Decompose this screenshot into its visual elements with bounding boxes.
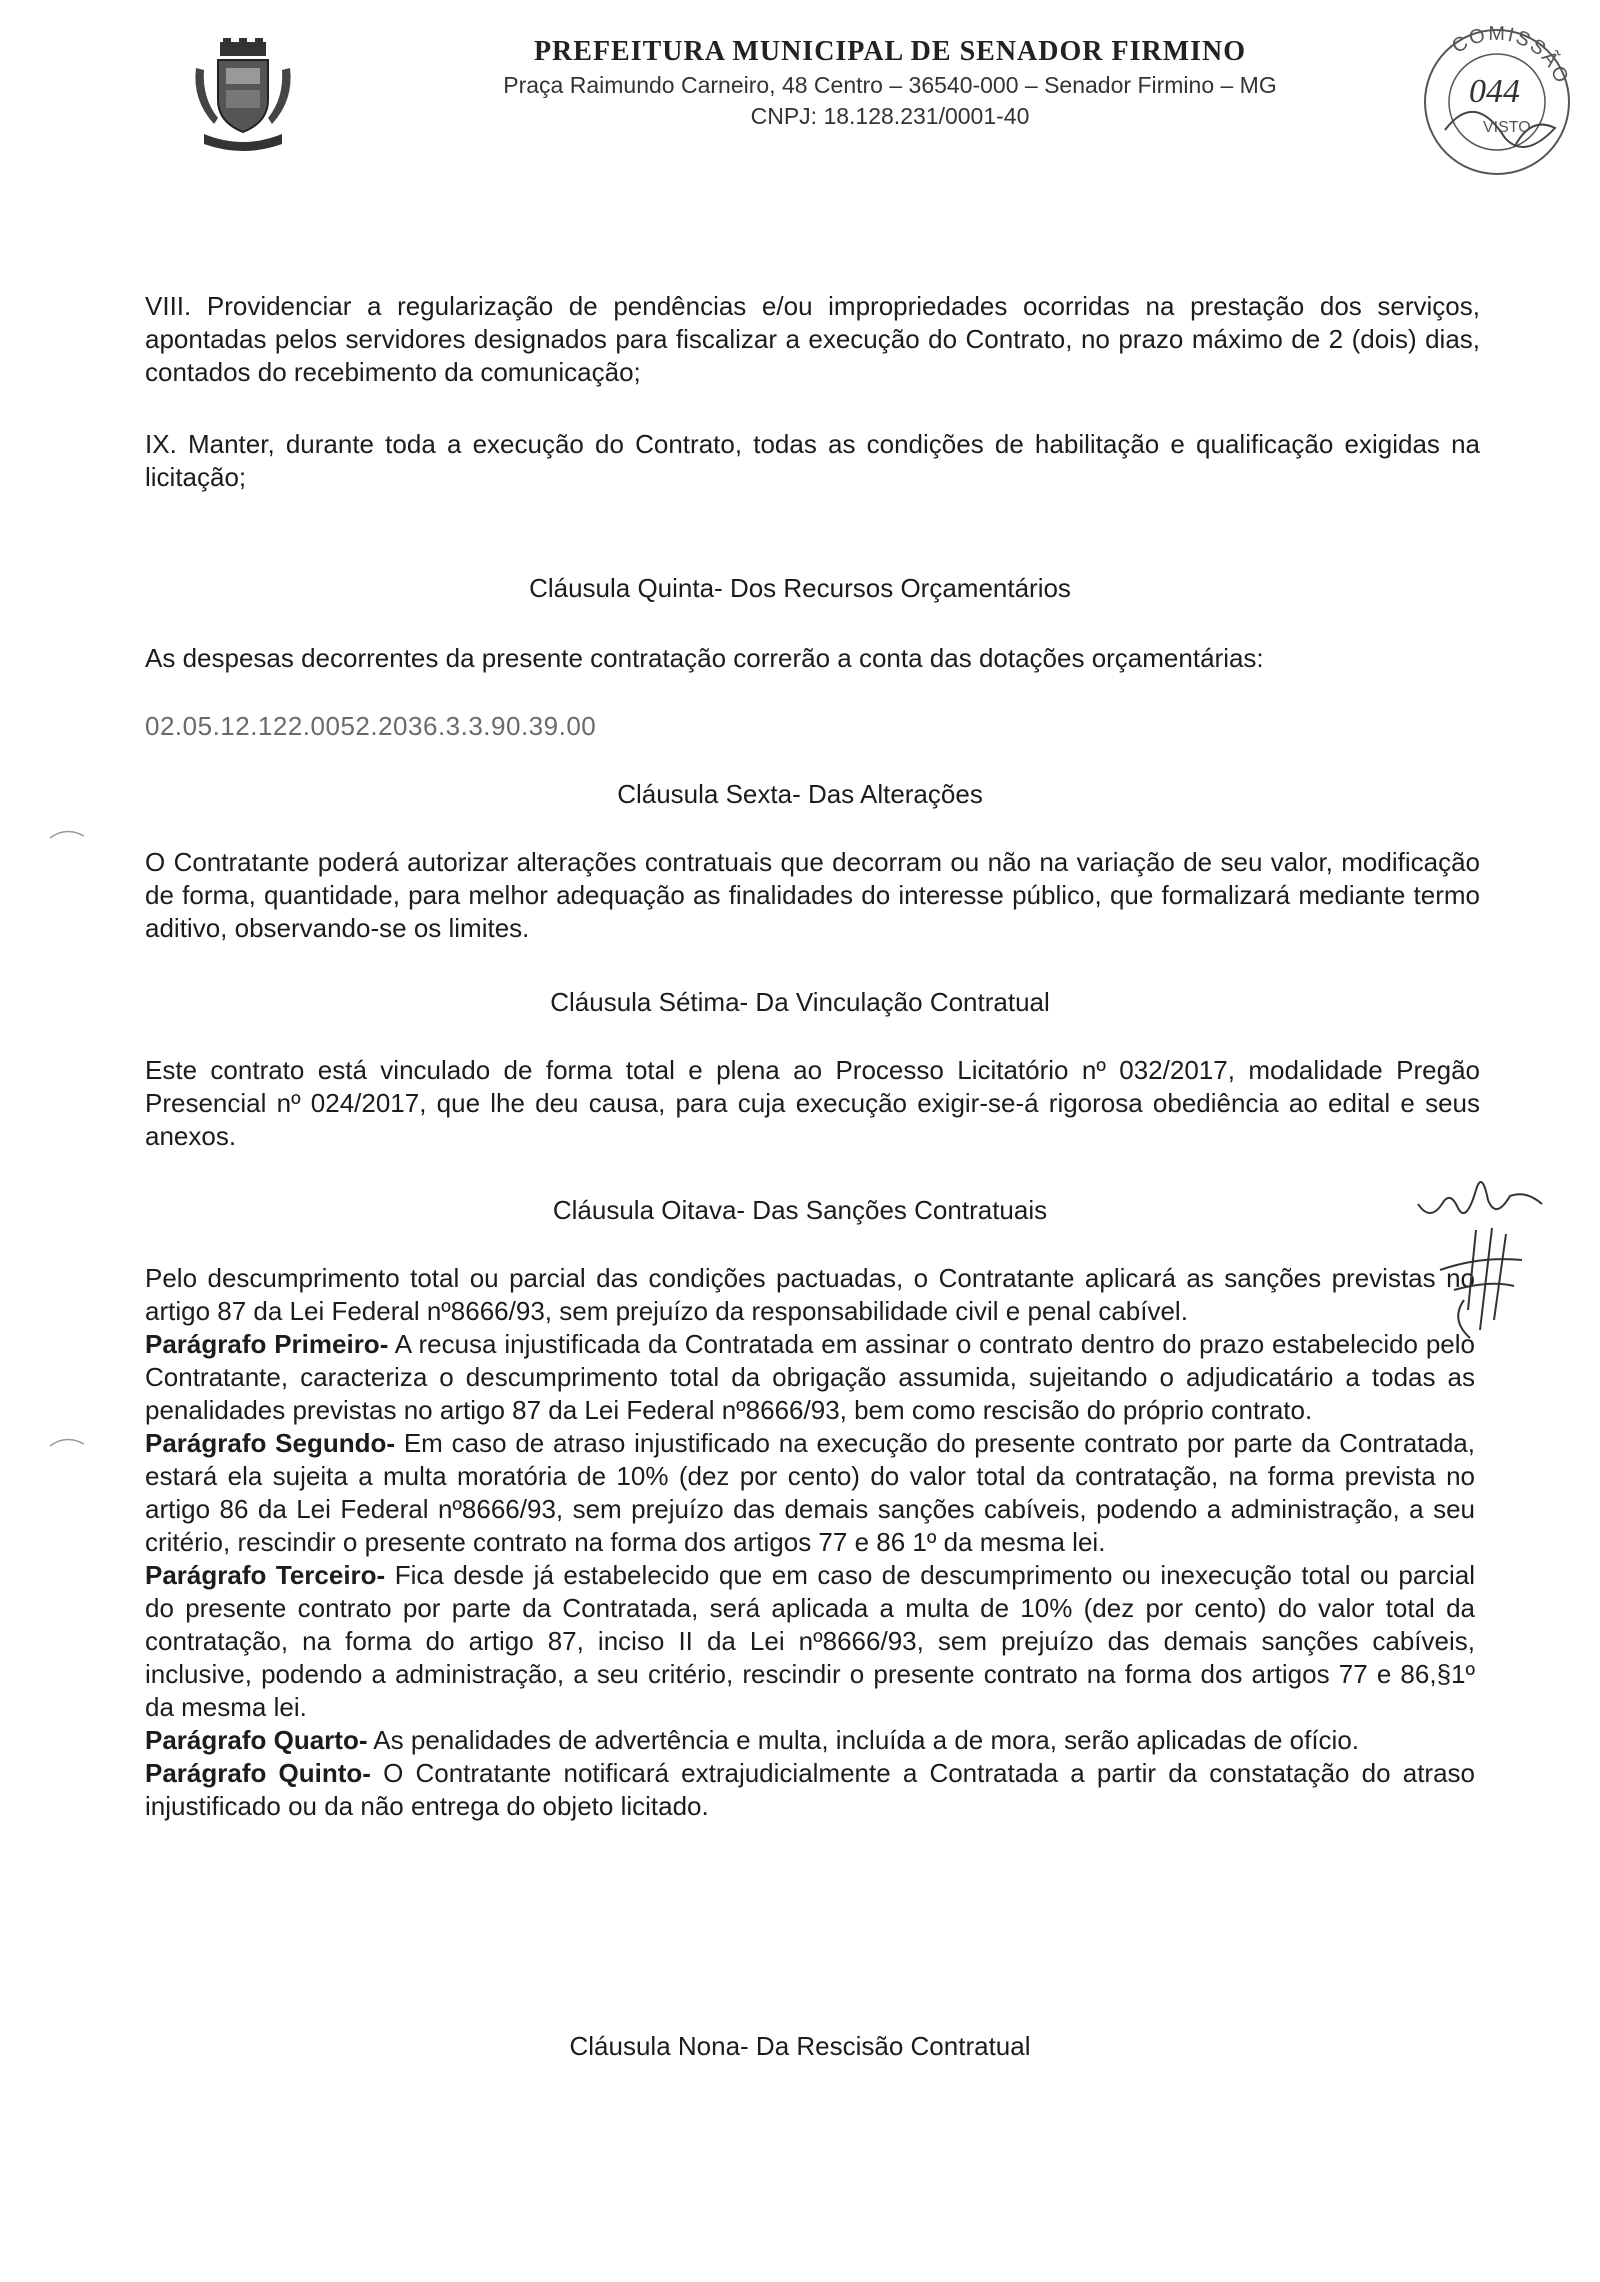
scan-mark-icon — [48, 1430, 88, 1450]
clause-seven-title: Cláusula Sétima- Da Vinculação Contratual — [550, 987, 1050, 1017]
municipality-cnpj: CNPJ: 18.128.231/0001-40 — [750, 103, 1030, 129]
clause-six-text: O Contratante poderá autorizar alterações contratuais que decorram ou não na variação de seu valor, modificação de forma, quantidade, para melhor adequação as finalidades do interesse público, que formalizará mediante termo aditivo, observando-se os limites. — [145, 847, 1480, 943]
svg-text:VISTO: VISTO — [1483, 119, 1531, 136]
clause-six-title: Cláusula Sexta- Das Alterações — [617, 779, 983, 809]
clause-five-text: As despesas decorrentes da presente contratação correrão a conta das dotações orçamentárias: — [145, 643, 1264, 673]
commission-stamp-icon — [1405, 20, 1590, 185]
clause-five-title: Cláusula Quinta- Dos Recursos Orçamentários — [529, 573, 1071, 603]
svg-text:044: 044 — [1469, 73, 1520, 110]
letterhead — [380, 36, 1400, 130]
municipality-title: PREFEITURA MUNICIPAL DE SENADOR FIRMINO — [533, 36, 1247, 67]
paragraph-fourth: Parágrafo Quarto- As penalidades de advertência e multa, incluída a de mora, serão aplicadas de ofício. — [145, 1725, 1360, 1755]
paragraph-fifth: Parágrafo Quinto- O Contratante notificará extrajudicialmente a Contratada a partir da constatação do atraso injustificado ou da não entrega do objeto licitado. — [145, 1758, 1475, 1821]
paragraph-second: Parágrafo Segundo- Em caso de atraso injustificado na execução do presente contrato por parte da Contratada, estará ela sujeita a multa moratória de 10% (dez por cento) do valor total da contratação, na forma prevista no artigo 86 da Lei Federal nº8666/93, sem prejuízo das demais sanções cabíveis, podendo a administração, a seu critério, rescindir o presente contrato na forma dos artigos 77 e 86 1º da mesma lei. — [145, 1428, 1475, 1557]
paragraph-first: Parágrafo Primeiro- A recusa injustificada da Contratada em assinar o contrato dentro do prazo estabelecido pelo Contratante, caracteriza o descumprimento total da obrigação assumida, sujeitando o adjudicatário a todas as penalidades previstas no artigo 87 da Lei Federal nº8666/93, bem como rescisão do próprio contrato. — [145, 1329, 1475, 1425]
clause-eight-body — [145, 1262, 1475, 1823]
clause-nine-title: Cláusula Nona- Da Rescisão Contratual — [569, 2031, 1031, 2061]
municipal-crest-icon — [190, 38, 296, 156]
svg-text:COMISSÃO: COMISSÃO — [1448, 22, 1574, 88]
budget-allocation: 02.05.12.122.0052.2036.3.3.90.39.00 — [145, 711, 597, 741]
clause-eight-title: Cláusula Oitava- Das Sanções Contratuais — [552, 1195, 1048, 1225]
clause-eight-intro: Pelo descumprimento total ou parcial das condições pactuadas, o Contratante aplicará as sanções previstas no artigo 87 da Lei Federal nº8666/93, sem prejuízo da responsabilidade civil e penal cabível. — [145, 1263, 1475, 1326]
item-ix: IX. Manter, durante toda a execução do Contrato, todas as condições de habilitação e qualificação exigidas na licitação; — [145, 429, 1480, 492]
item-viii: VIII. Providenciar a regularização de pendências e/ou impropriedades ocorridas na prestação dos serviços, apontadas pelos servidores designados para fiscalizar a execução do Contrato, no prazo máximo de 2 (dois) dias, contados do recebimento da comunicação; — [145, 291, 1480, 387]
municipality-address: Praça Raimundo Carneiro, 48 Centro – 36540-000 – Senador Firmino – MG — [503, 72, 1277, 98]
paragraph-third: Parágrafo Terceiro- Fica desde já estabelecido que em caso de descumprimento ou inexecução total ou parcial do presente contrato por parte da Contratada, será aplicada a multa de 10% (dez por cento) do valor total da contratação, na forma do artigo 87, inciso II da Lei nº8666/93, sem prejuízo das demais sanções cabíveis, inclusive, podendo a administração, a seu critério, rescindir o presente contrato na forma dos artigos 77 e 86,§1º da mesma lei. — [145, 1560, 1476, 1722]
scan-mark-icon — [48, 822, 88, 842]
handwritten-signature-icon — [1410, 1160, 1550, 1350]
clause-seven-text: Este contrato está vinculado de forma total e plena ao Processo Licitatório nº 032/2017, modalidade Pregão Presencial nº 024/2017, que lhe deu causa, para cuja execução exigir-se-á rigorosa obediência ao edital e seus anexos. — [145, 1055, 1480, 1151]
